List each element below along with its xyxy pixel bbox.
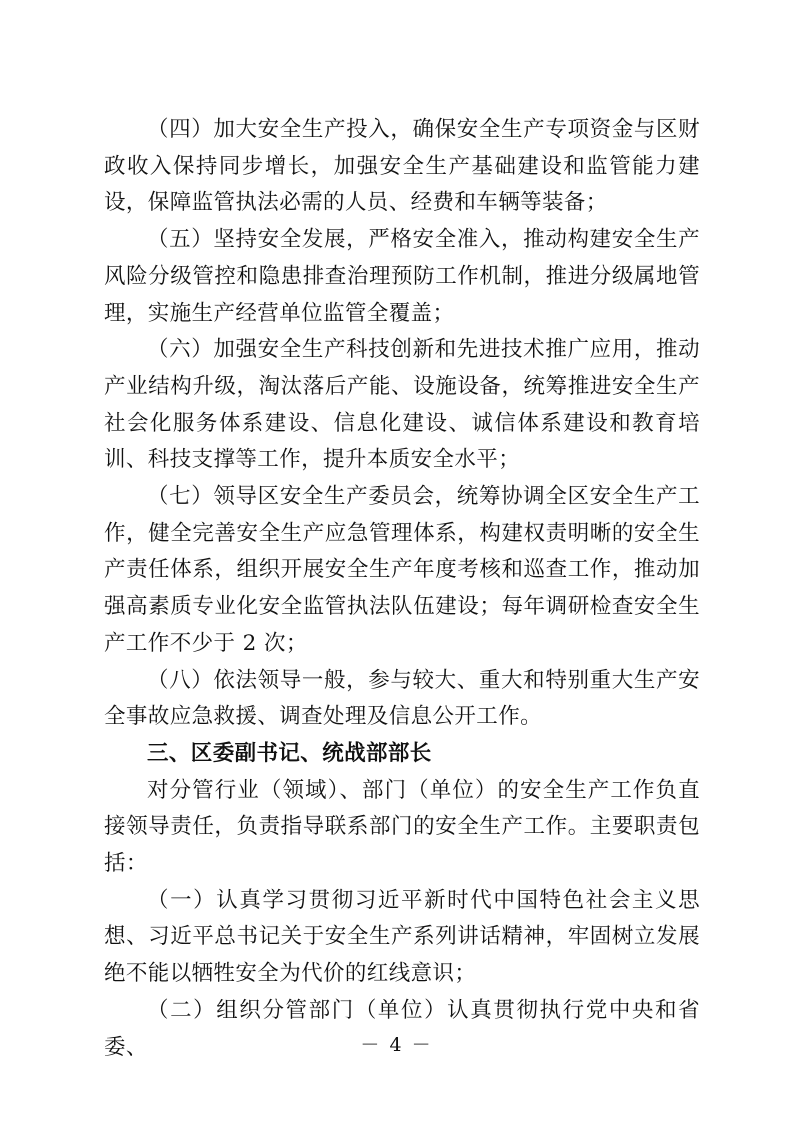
document-body xyxy=(104,112,700,1066)
paragraph-8: （八）依法领导一般，参与较大、重大和特别重大生产安全事故应急救援、调查处理及信息公开工作。 xyxy=(104,667,700,730)
page-number: － 4 － xyxy=(360,1034,433,1056)
section-paragraph-1: （一）认真学习贯彻习近平新时代中国特色社会主义思想、习近平总书记关于安全生产系列讲话精神，牢固树立发展绝不能以牺牲安全为代价的红线意识； xyxy=(104,887,700,987)
paragraph-7: （七）领导区安全生产委员会，统筹协调全区安全生产工作，健全完善安全生产应急管理体系，构建权责明晰的安全生产责任体系，组织开展安全生产年度考核和巡查工作，推动加强高素质专业化安全监管执法队伍建设；每年调研检查安全生产工作不少于 2 次； xyxy=(104,484,700,656)
section-heading: 三、区委副书记、统战部部长 xyxy=(147,740,432,766)
section-paragraph-2: （二）组织分管部门（单位）认真贯彻执行党中央和省委、 xyxy=(104,997,700,1060)
section-intro-paragraph: 对分管行业（领域）、部门（单位）的安全生产工作负直接领导责任，负责指导联系部门的安全生产工作。主要职责包括： xyxy=(104,777,700,877)
paragraph-6: （六）加强安全生产科技创新和先进技术推广应用，推动产业结构升级，淘汰落后产能、设施设备，统筹推进安全生产社会化服务体系建设、信息化建设、诚信体系建设和教育培训、科技支撑等工作，提升本质安全水平； xyxy=(104,337,700,473)
paragraph-4: （四）加大安全生产投入，确保安全生产专项资金与区财政收入保持同步增长，加强安全生产基础建设和监管能力建设，保障监管执法必需的人员、经费和车辆等装备； xyxy=(104,117,700,216)
paragraph-5: （五）坚持安全发展，严格安全准入，推动构建安全生产风险分级管控和隐患排查治理预防工作机制，推进分级属地管理，实施生产经营单位监管全覆盖； xyxy=(104,227,700,326)
